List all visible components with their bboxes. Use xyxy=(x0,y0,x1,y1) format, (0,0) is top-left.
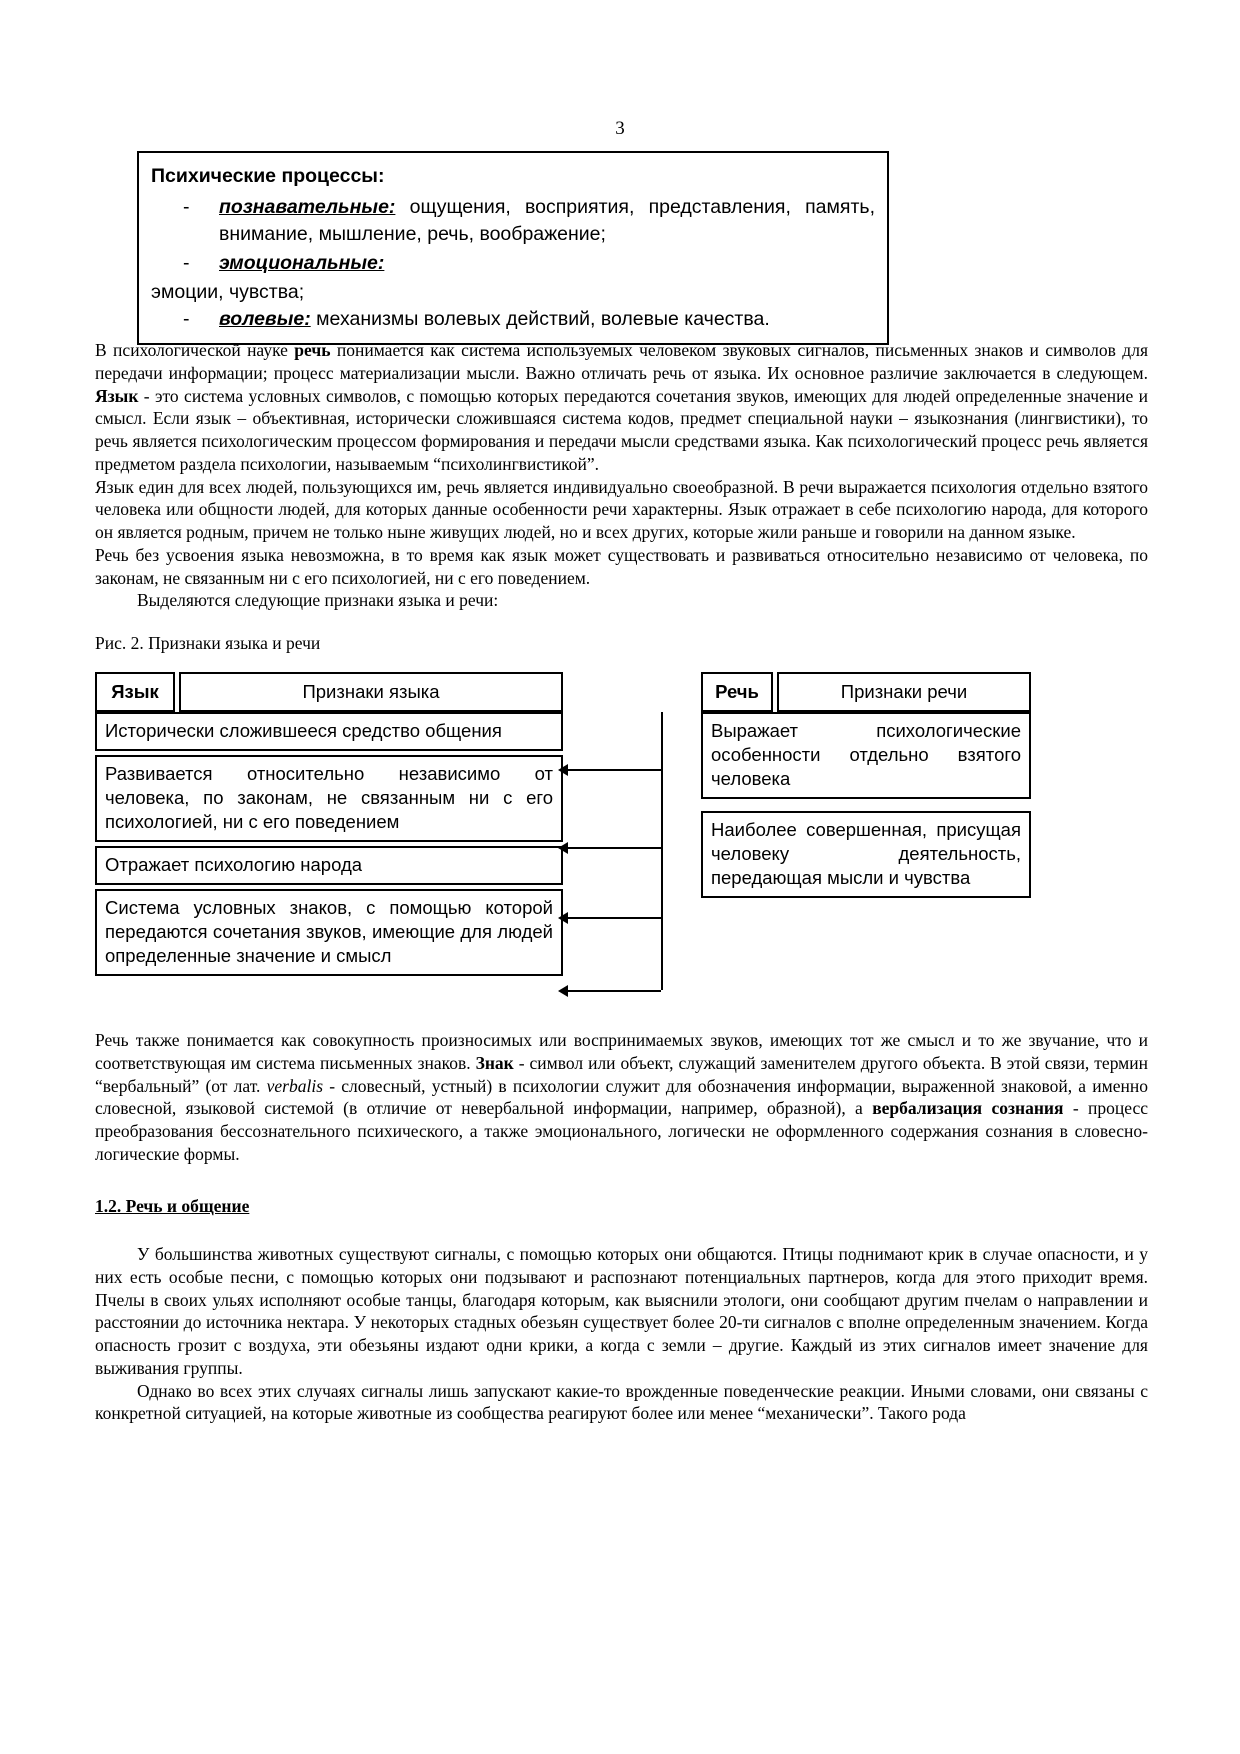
figure-right-feature-1: Выражает психологические особенности отдельно взятого человека xyxy=(701,712,1031,799)
callout-text-volitional: механизмы волевых действий, волевые качества. xyxy=(316,308,770,331)
p2-italic-verbalis: verbalis xyxy=(266,1075,324,1096)
paragraph-lead-in-figure: Выделяются следующие признаки языка и речи: xyxy=(137,590,499,611)
figure-arrow-4 xyxy=(567,990,661,992)
callout-item-emotional xyxy=(183,250,875,278)
p1-seg-c: - это система условных символов, с помощью которых передаются сочетания звуков, имеющих для людей определенные значение и смысл. Если язык – объективная, исторически сложившаяся система кодов, предмет специальной науки – языкознания (лингвистики), то речь является психологическим процессом формирования и передачи мысли средствами языка. Как психологический процесс речь является предметом раздела психологии, называемым “психолингвистикой”. xyxy=(95,385,1148,474)
p2-bold-znak: Знак xyxy=(475,1052,514,1073)
paragraph-speech-requires-language: Речь без усвоения языка невозможна, в то время как язык может существовать и развиваться относительно независимо от человека, по законам, не связанным ни с его психологией, ни с его поведением. xyxy=(95,544,1148,588)
figure-left-key: Язык xyxy=(95,672,175,712)
callout-term-emotional: эмоциональные: xyxy=(219,252,385,275)
figure-caption: Рис. 2. Признаки языка и речи xyxy=(95,633,321,653)
p1-bold-rech: речь xyxy=(294,340,331,360)
figure-arrow-2 xyxy=(567,847,661,849)
p2-seg-c: - словесный, устный) в психологии служит для обозначения информации, выраженной знаковой, а именно словесной, языковой системой (в отличие от невербальной информации, например, образной), а xyxy=(95,1075,1148,1119)
p1-seg-b: понимается как система используемых человеком звуковых сигналов, письменных знаков и символов для передачи информации; процесс материализации мысли. Важно отличать речь от языка. Их основное различие заключается в следующем. xyxy=(95,340,1148,383)
figure-left-feature-3: Отражает психологию народа xyxy=(95,846,563,885)
callout-item-cognitive xyxy=(183,194,875,249)
callout-text-cognitive: ощущения, восприятия, представления, память, внимание, мышление, речь, воображение; xyxy=(219,195,875,246)
callout-loose-line: эмоции, чувства; xyxy=(151,280,305,303)
figure-right-feature-2: Наиболее совершенная, присущая человеку деятельность, передающая мысли и чувства xyxy=(701,811,1031,898)
paragraph-innate-reactions: Однако во всех этих случаях сигналы лишь запускают какие-то врожденные поведенческие реакции. Иными словами, они связаны с конкретной ситуацией, на которые животные из сообщества реагируют более или менее “механически”. Такого рода xyxy=(95,1380,1148,1424)
paragraph-sign-verbalization xyxy=(95,1029,1148,1166)
body-paragraph-block-1 xyxy=(95,339,1148,612)
paragraph-animal-signals: У большинства животных существуют сигналы, с помощью которых они общаются. Птицы поднимают крик в случае опасности, и у них есть особые песни, с помощью которых они подзывают и распознают потенциальных партнеров, когда для этого приходит время. Пчелы в своих ульях исполняют особые танцы, благодаря которым, как выяснили этологи, они сообщают другим пчелам о направлении и расстоянии до источника нектара. У некоторых стадных обезьян существует более 20-ти сигналов с вполне определенным значением. Когда опасность грозит с воздуха, эти обезьяны издают одни крики, а когда с земли – другие. Каждый из этих сигналов имеет значение для выживания группы. xyxy=(95,1244,1148,1378)
paragraph-speech-definition xyxy=(95,339,1148,476)
bullet-dash-icon: - xyxy=(183,195,190,218)
p2-seg-a: Речь также понимается как совокупность произносимых или воспринимаемых звуков, имеющих тот же смысл и то же звучание, что и соответствующая им система письменных знаков. xyxy=(95,1030,1148,1073)
section-heading-1-2: 1.2. Речь и общение xyxy=(95,1196,250,1216)
figure-column-speech xyxy=(701,672,1031,898)
callout-term-volitional: волевые: xyxy=(219,308,311,331)
paragraph-language-unity: Язык един для всех людей, пользующихся им, речь является индивидуально своеобразной. В речи выражается психология отдельно взятого человека или общности людей, для которых данные особенности речи характерны. Язык отражает в себе психологию народа, для которого он является родным, причем не только ныне живущих людей, но и всех других, которые жили раньше и говорили на данном языке. xyxy=(95,476,1148,542)
p2-bold-verbalizatsiya: вербализация сознания xyxy=(872,1098,1064,1119)
figure-arrow-3 xyxy=(567,917,661,919)
figure-column-language xyxy=(95,672,563,976)
p2-seg-d: - процесс преобразования бессознательного психического, а также эмоционального, логически не оформленного содержания сознания в словесно-логические формы. xyxy=(95,1098,1148,1164)
psychic-processes-callout xyxy=(137,151,889,345)
body-paragraph-block-2 xyxy=(95,1029,1148,1166)
callout-item-cognitive-body xyxy=(219,194,875,249)
p2-seg-b: - символ или объект, служащий заменителем другого объекта. В этой связи, термин “вербальный” (от лат. xyxy=(95,1052,1148,1096)
callout-term-cognitive: познавательные: xyxy=(219,195,396,218)
figure-connector-spine xyxy=(661,712,663,990)
p1-seg-a: В психологической науке xyxy=(95,340,295,360)
figure-right-header-row xyxy=(701,672,1031,712)
page-number: 3 xyxy=(615,118,625,139)
figure-left-header-row xyxy=(95,672,563,712)
callout-item-volitional xyxy=(183,306,875,334)
figure-right-key: Речь xyxy=(701,672,773,712)
body-paragraph-block-3 xyxy=(95,1243,1148,1425)
figure-arrow-1 xyxy=(567,769,661,771)
p1-bold-yazyk: Язык xyxy=(95,385,139,406)
figure-2-signs-of-language-and-speech xyxy=(95,672,1150,1022)
bullet-dash-icon: - xyxy=(183,252,190,275)
callout-title: Психические процессы: xyxy=(151,165,385,187)
figure-left-feature-2: Развивается относительно независимо от человека, по законам, не связанным ни с его психологией, ни с его поведением xyxy=(95,755,563,842)
callout-item-volitional-body xyxy=(219,306,875,334)
callout-item-emotional-body xyxy=(219,250,875,278)
figure-left-feature-1: Исторически сложившееся средство общения xyxy=(95,712,563,751)
figure-left-title: Признаки языка xyxy=(179,672,563,712)
figure-right-title: Признаки речи xyxy=(777,672,1031,712)
figure-left-feature-4: Система условных знаков, с помощью которой передаются сочетания звуков, имеющие для людей определенные значение и смысл xyxy=(95,889,563,976)
bullet-dash-icon: - xyxy=(183,308,190,331)
